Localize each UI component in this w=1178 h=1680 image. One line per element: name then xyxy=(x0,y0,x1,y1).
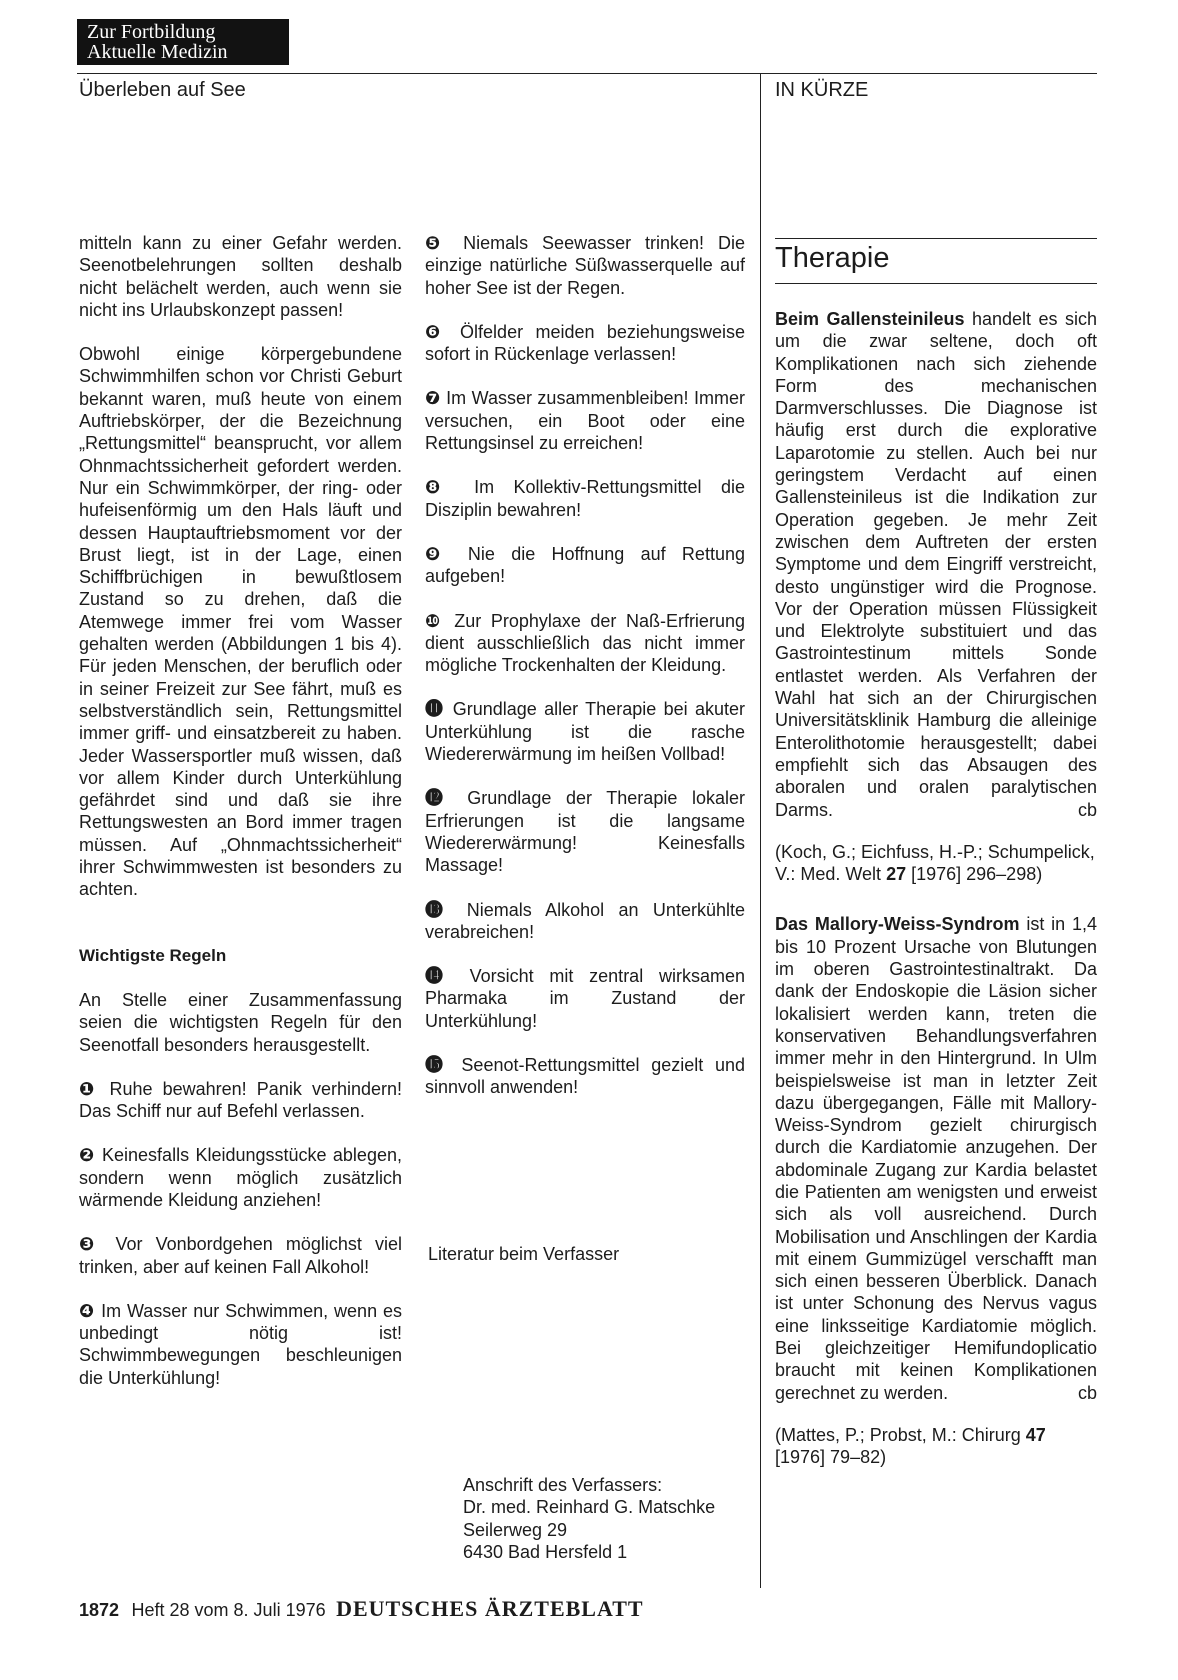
rule-item xyxy=(79,1078,402,1123)
paragraph: An Stelle einer Zusammenfassung seien die wichtigsten Regeln für den Seenotfall besonders herausgestellt. xyxy=(79,989,402,1055)
rule-text: Niemals Alkohol an Unterkühlte verabreichen! xyxy=(425,899,745,942)
news-text: handelt es sich um die zwar seltene, doch oft Komplikationen nach sich ziehende Form des mechanischen Darmverschlusses. Die Diagnose ist häufig erst durch die explorative Laparotomie zu stellen. Auch bei nur geringstem Verdacht auf einen Gallensteinileus ist die Indikation zur Operation gegeben. Je mehr Zeit zwischen dem Auftreten der ersten Symptome und dem Eingriff verstreicht, desto ungünstiger wird die Prognose. Vor der Operation müssen Flüssigkeit und Elektrolyte substituiert und das Gastrointestinum mittels Sonde entlastet werden. Als Verfahren der Wahl hat sich an der Chirurgischen Universitätsklinik Hamburg die alleinige Enterolithotomie herausgestellt; dabei empfiehlt sich das Absaugen des aboralen und oralen paralytischen Darms. xyxy=(775,309,1097,820)
rule-text: Seenot-Rettungsmittel gezielt und sinnvoll anwenden! xyxy=(425,1055,745,1098)
literature-note: Literatur beim Verfasser xyxy=(428,1244,620,1264)
rule-item xyxy=(79,1300,402,1389)
address-label: Anschrift des Verfassers: xyxy=(463,1475,663,1495)
rule-text: Im Wasser zusammenbleiben! Immer versuchen, ein Boot oder eine Rettungsinsel zu erreichen! xyxy=(425,388,745,454)
address-city: 6430 Bad Hersfeld 1 xyxy=(463,1541,628,1562)
rule-item xyxy=(425,321,745,366)
citation-volume: 47 xyxy=(1025,1424,1046,1445)
rule-text: Grundlage der Therapie lokaler Erfrierungen ist die langsame Wiedererwärmung! Keinesfalls Massage! xyxy=(425,788,745,876)
rule-number: ❹ xyxy=(79,1300,96,1321)
rule-number: ❻ xyxy=(425,321,448,342)
rule-item xyxy=(425,476,745,521)
rule-text: Ruhe bewahren! Panik verhindern! Das Schiff nur auf Befehl verlassen. xyxy=(79,1078,402,1122)
citation-text: (Mattes, P.; Probst, M.: Chirurg xyxy=(775,1424,1026,1445)
rule-item xyxy=(79,1233,402,1278)
rule-number: ❼ xyxy=(425,388,441,409)
rule-number: ⓭ xyxy=(425,899,453,920)
rule-text: Im Kollektiv-Rettungsmittel die Disziplin bewahren! xyxy=(425,477,745,520)
author-signature: cb xyxy=(1077,799,1097,820)
rule-number: ❺ xyxy=(425,233,450,253)
rule-text: Nie die Hoffnung auf Rettung aufgeben! xyxy=(425,543,745,587)
rule-text: Zur Prophylaxe der Naß-Erfrierung dient ausschließlich das nicht immer mögliche Trockenhalten der Kleidung. xyxy=(425,610,745,676)
citation-text: (Koch, G.; Eichfuss, H.-P.; Schumpelick, V.: Med. Welt xyxy=(775,841,1095,885)
column-3 xyxy=(775,308,1097,1491)
author-address xyxy=(463,1474,753,1563)
news-lead: Beim Gallensteinileus xyxy=(775,309,965,329)
article-title: Überleben auf See xyxy=(79,79,246,101)
rule-number: ❷ xyxy=(79,1145,96,1166)
rule-item xyxy=(425,387,745,454)
rule-text: Ölfelder meiden beziehungsweise sofort in Rückenlage verlassen! xyxy=(425,321,745,365)
rule-number: ❿ xyxy=(425,610,445,631)
rule-text: Grundlage aller Therapie bei akuter Unterkühlung ist die rasche Wiedererwärmung im heißen Vollbad! xyxy=(425,699,745,765)
news-item xyxy=(775,308,1097,821)
citation-volume: 27 xyxy=(886,864,907,885)
badge-line-1: Zur Fortbildung xyxy=(87,21,216,43)
rule-item xyxy=(425,965,745,1032)
section-title: Therapie xyxy=(775,242,890,274)
rule-item xyxy=(425,787,745,876)
column-1 xyxy=(79,232,402,1411)
paragraph: Obwohl einige körpergebundene Schwimmhilfen schon vor Christi Geburt bekannt waren, muß heute von einem Auftriebskörper, der die Bezeichnung „Rettungsmittel“ beansprucht, vor allem Ohnmachtssicherheit gefordert werden. Nur ein Schwimmkörper, der ring- oder hufeisenförmig um den Hals läuft und dessen Hauptauftriebsmoment vor der Brust liegt, ist in der Lage, einen Schiffbrüchigen in bewußtlosem Zustand so zu drehen, daß die Atemwege immer frei vom Wasser gehalten werden (Abbildungen 1 bis 4). Für jeden Menschen, der beruflich oder in seiner Freizeit zur See fährt, muß es selbstverständlich sein, Rettungsmittel immer griff- und einsatzbereit zu haben. Jeder Wassersportler muß wissen, daß vor allem Kinder durch Unterkühlung gefährdet sind und daß sie ihre Rettungswesten an Bord immer tragen müssen. Auf „Ohnmachtssicherheit“ ihrer Schwimmwesten ist besonders zu achten. xyxy=(79,344,402,900)
citation xyxy=(775,841,1097,886)
rule-item xyxy=(425,698,745,765)
issue-info: Heft 28 vom 8. Juli 1976 xyxy=(131,1600,326,1620)
rule-item xyxy=(425,610,745,677)
rule-number: ❾ xyxy=(425,543,452,564)
citation-text: [1976] 79–82) xyxy=(775,1447,887,1468)
rule-text: Vor Vonbordgehen möglichst viel trinken, aber auf keinen Fall Alkohol! xyxy=(79,1234,402,1277)
section-rule-top xyxy=(775,238,1097,239)
author-name: Dr. med. Reinhard G. Matschke xyxy=(463,1497,716,1518)
rule-item xyxy=(425,232,745,299)
subheading: Wichtigste Regeln xyxy=(79,945,227,965)
paragraph: mitteln kann zu einer Gefahr werden. Seenotbelehrungen sollten deshalb nicht belächelt werden, auch wenn sie nicht ins Urlaubskonzept passen! xyxy=(79,233,402,320)
section-kicker: IN KÜRZE xyxy=(775,79,869,101)
page-footer xyxy=(79,1596,644,1622)
citation-text: [1976] 296–298) xyxy=(906,864,1043,885)
rule-item xyxy=(425,899,745,944)
news-lead: Das Mallory-Weiss-Syndrom xyxy=(775,914,1020,935)
section-badge xyxy=(77,19,289,65)
badge-line-2: Aktuelle Medizin xyxy=(87,41,228,63)
rule-text: Niemals Seewasser trinken! Die einzige natürliche Süßwasserquelle auf hoher See ist der Regen. xyxy=(425,233,745,298)
rule-item xyxy=(425,1054,745,1099)
journal-name: DEUTSCHES ÄRZTEBLATT xyxy=(336,1596,644,1621)
news-item xyxy=(775,913,1097,1404)
news-text: ist in 1,4 bis 10 Prozent Ursache von Blutungen im oberen Gastrointestinaltrakt. Da dank der Endoskopie die Läsion sicher lokalisiert werden kann, treten die konservativen Behandlungsverfahren immer mehr in den Hintergrund. In Ulm beispielsweise ist man in letzter Zeit dazu übergegangen, Fälle mit Mallory-Weiss-Syndrom gezielt chirurgisch durch die Kardiatomie anzugehen. Der abdominale Zugang zur Kardia belastet die Patienten am wenigsten und erweist sich als voll ausreichend. Durch Mobilisation und Anschlingen der Kardia mit einem Gummizügel verschafft man sich einen besseren Überblick. Danach ist unter Schonung des Nervus vagus eine linksseitige Kardiatomie möglich. Bei gleichzeitiger Hemifundoplicatio braucht mit keinen Komplikationen gerechnet zu werden. xyxy=(775,914,1097,1403)
author-signature: cb xyxy=(1077,1382,1097,1403)
rule-text: Vorsicht mit zentral wirksamen Pharmaka im Zustand der Unterkühlung! xyxy=(425,966,745,1031)
rule-text: Keinesfalls Kleidungsstücke ablegen, sondern wenn möglich zusätzlich wärmende Kleidung anziehen! xyxy=(79,1145,402,1210)
rule-number: ❽ xyxy=(425,477,455,498)
address-street: Seilerweg 29 xyxy=(463,1519,568,1540)
rule-number: ❸ xyxy=(79,1234,103,1255)
rule-number: ❶ xyxy=(79,1078,100,1099)
rule-number: ⓯ xyxy=(425,1055,450,1076)
rule-number: ⓮ xyxy=(425,966,454,987)
column-2 xyxy=(425,232,745,1121)
header-rule xyxy=(77,73,1097,74)
rule-number: ⓫ xyxy=(425,699,446,720)
section-rule-bottom xyxy=(775,283,1097,284)
citation xyxy=(775,1424,1097,1469)
rule-item xyxy=(79,1144,402,1211)
rule-item xyxy=(425,543,745,588)
rule-text: Im Wasser nur Schwimmen, wenn es unbedingt nötig ist! Schwimmbewegungen beschleunigen die Unterkühlung! xyxy=(79,1300,402,1388)
page-number: 1872 xyxy=(79,1600,120,1620)
column-divider xyxy=(760,73,761,1588)
rule-number: ⓬ xyxy=(425,788,453,809)
